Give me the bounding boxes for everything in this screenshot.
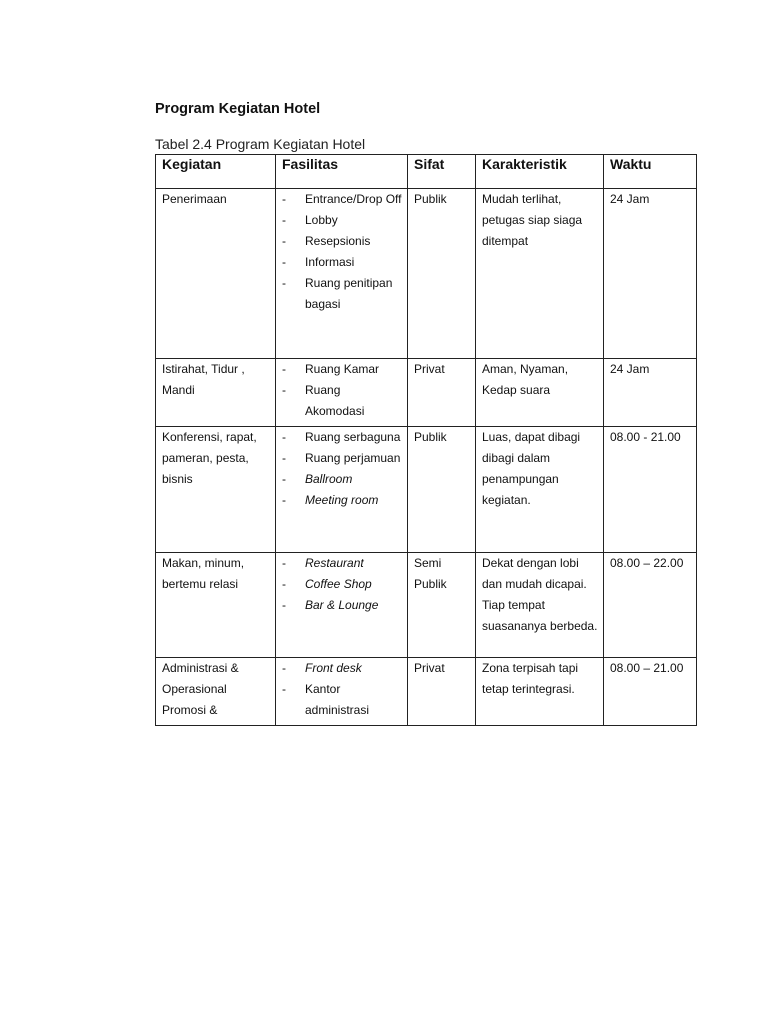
fasilitas-item [282,574,402,595]
list-dash: - [282,682,286,696]
program-table [155,154,697,726]
cell-fasilitas [276,189,408,359]
cell-fasilitas [276,359,408,427]
fasilitas-item [282,469,402,490]
table-row [156,553,697,658]
cell-kegiatan: Penerimaan [156,189,276,359]
cell-waktu: 24 Jam [604,189,697,359]
fasilitas-text: Resepsionis [305,234,371,248]
cell-waktu: 08.00 – 21.00 [604,658,697,726]
cell-waktu: 08.00 - 21.00 [604,427,697,553]
fasilitas-text: Lobby [305,213,338,227]
list-dash: - [282,234,286,248]
list-dash: - [282,598,286,612]
list-dash: - [282,192,286,206]
list-dash: - [282,661,286,675]
fasilitas-item [282,658,402,679]
cell-karakteristik: Zona terpisah tapi tetap terintegrasi. [476,658,604,726]
list-dash: - [282,213,286,227]
table-header-row [156,155,697,189]
fasilitas-text: Front desk [305,661,362,675]
fasilitas-text: Ruang Kamar [305,362,380,376]
table-row [156,359,697,427]
fasilitas-item [282,189,402,210]
fasilitas-text: Ruang perjamuan [305,451,401,465]
fasilitas-item [282,553,402,574]
list-dash: - [282,556,286,570]
list-dash: - [282,383,286,397]
fasilitas-text: Kantor administrasi [305,682,370,717]
cell-kegiatan: Administrasi & Operasional Promosi & [156,658,276,726]
fasilitas-text: Coffee Shop [305,577,372,591]
table-row [156,658,697,726]
header-kegiatan: Kegiatan [156,155,276,189]
cell-fasilitas [276,427,408,553]
fasilitas-text: Restaurant [305,556,364,570]
cell-waktu: 08.00 – 22.00 [604,553,697,658]
list-dash: - [282,276,286,290]
table-caption: Tabel 2.4 Program Kegiatan Hotel [155,136,366,152]
fasilitas-item [282,359,402,380]
table-row [156,189,697,359]
fasilitas-text: Meeting room [305,493,379,507]
fasilitas-item [282,252,402,273]
cell-kegiatan: Istirahat, Tidur , Mandi [156,359,276,427]
fasilitas-item [282,448,402,469]
fasilitas-item [282,595,402,616]
list-dash: - [282,451,286,465]
cell-karakteristik: Dekat dengan lobi dan mudah dicapai. Tiap tempat suasananya berbeda. [476,553,604,658]
fasilitas-text: Ruang Akomodasi [305,383,365,418]
fasilitas-item [282,490,402,511]
list-dash: - [282,493,286,507]
cell-sifat: Semi Publik [408,553,476,658]
fasilitas-item [282,427,402,448]
table-row [156,427,697,553]
list-dash: - [282,577,286,591]
cell-kegiatan: Konferensi, rapat, pameran, pesta, bisnis [156,427,276,553]
fasilitas-text: Bar & Lounge [305,598,379,612]
page-heading: Program Kegiatan Hotel [155,101,321,117]
cell-sifat: Privat [408,359,476,427]
list-dash: - [282,362,286,376]
cell-fasilitas [276,553,408,658]
fasilitas-text: Ballroom [305,472,353,486]
fasilitas-item [282,273,402,315]
fasilitas-text: Informasi [305,255,355,269]
cell-karakteristik: Aman, Nyaman, Kedap suara [476,359,604,427]
fasilitas-item [282,380,402,422]
fasilitas-text: Entrance/Drop Off [305,192,402,206]
header-waktu: Waktu [604,155,697,189]
fasilitas-item [282,679,402,721]
fasilitas-text: Ruang penitipan bagasi [305,276,393,311]
cell-karakteristik: Mudah terlihat, petugas siap siaga ditempat [476,189,604,359]
cell-sifat: Publik [408,189,476,359]
header-fasilitas: Fasilitas [276,155,408,189]
header-karakteristik: Karakteristik [476,155,604,189]
list-dash: - [282,255,286,269]
cell-sifat: Publik [408,427,476,553]
cell-karakteristik: Luas, dapat dibagi dibagi dalam penampungan kegiatan. [476,427,604,553]
list-dash: - [282,430,286,444]
header-sifat: Sifat [408,155,476,189]
cell-waktu: 24 Jam [604,359,697,427]
list-dash: - [282,472,286,486]
cell-kegiatan: Makan, minum, bertemu relasi [156,553,276,658]
cell-sifat: Privat [408,658,476,726]
fasilitas-item [282,231,402,252]
fasilitas-text: Ruang serbaguna [305,430,401,444]
cell-fasilitas [276,658,408,726]
fasilitas-item [282,210,402,231]
